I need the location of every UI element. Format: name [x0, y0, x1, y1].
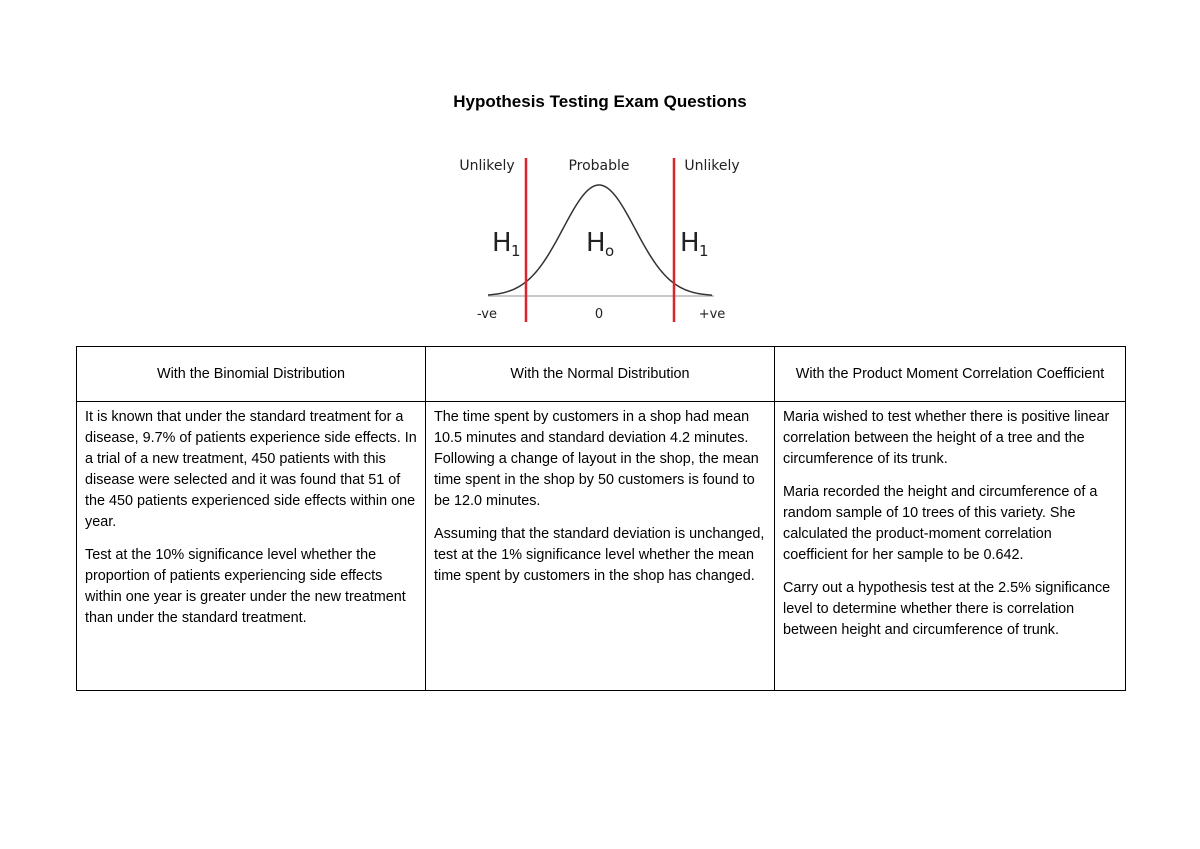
hypothesis-diagram: [440, 150, 760, 330]
h1-right-symbol: H: [680, 228, 700, 258]
label-unlikely-left: Unlikely: [459, 158, 515, 174]
pmcc-question-data: Maria recorded the height and circumference of a random sample of 10 trees of this variety. She calculated the product-moment correlation coefficient for her sample to be 0.642.: [783, 484, 1098, 563]
binomial-question-task: Test at the 10% significance level whether the proportion of patients experiencing side effects within one year is greater under the new treatment than under the standard treatment.: [85, 547, 406, 626]
axis-label-positive: +ve: [698, 307, 726, 322]
pmcc-question-task: Carry out a hypothesis test at the 2.5% significance level to determine whether there is correlation between height and circumference of trunk.: [783, 580, 1111, 638]
table-header-row: [77, 347, 1126, 402]
h0-symbol: H: [586, 228, 606, 258]
label-unlikely-right: Unlikely: [684, 158, 740, 174]
table-row: [77, 402, 1126, 691]
binomial-question-cell: [77, 402, 426, 691]
binomial-question-context: It is known that under the standard treatment for a disease, 9.7% of patients experience side effects. In a trial of a new treatment, 450 patients with this disease were selected and it was found that 51 of the 450 patients experienced side effects within one year.: [85, 409, 417, 530]
label-probable: Probable: [568, 158, 630, 174]
axis-label-negative: -ve: [476, 307, 498, 322]
pmcc-question-context: Maria wished to test whether there is positive linear correlation between the height of a tree and the circumference of its trunk.: [783, 409, 1110, 467]
axis-label-zero: 0: [594, 307, 604, 322]
page-title: Hypothesis Testing Exam Questions: [453, 92, 747, 111]
exam-questions-table: [76, 346, 1126, 691]
normal-question-context: The time spent by customers in a shop had mean 10.5 minutes and standard deviation 4.2 minutes. Following a change of layout in the shop, the mean time spent in the shop by 50 customers is found to be 12.0 minutes.: [434, 409, 759, 509]
h1-right-subscript: 1: [699, 242, 709, 260]
h1-left-symbol: H: [492, 228, 512, 258]
header-normal: With the Normal Distribution: [426, 347, 775, 402]
header-binomial: With the Binomial Distribution: [77, 347, 426, 402]
h1-left-subscript: 1: [511, 242, 521, 260]
normal-question-cell: [426, 402, 775, 691]
h0-subscript: o: [605, 242, 615, 260]
header-pmcc: With the Product Moment Correlation Coefficient: [775, 347, 1126, 402]
normal-question-task: Assuming that the standard deviation is unchanged, test at the 1% significance level whether the mean time spent by customers in the shop has changed.: [434, 526, 765, 584]
pmcc-question-cell: [775, 402, 1126, 691]
hypothesis-diagram-svg: [440, 150, 760, 330]
